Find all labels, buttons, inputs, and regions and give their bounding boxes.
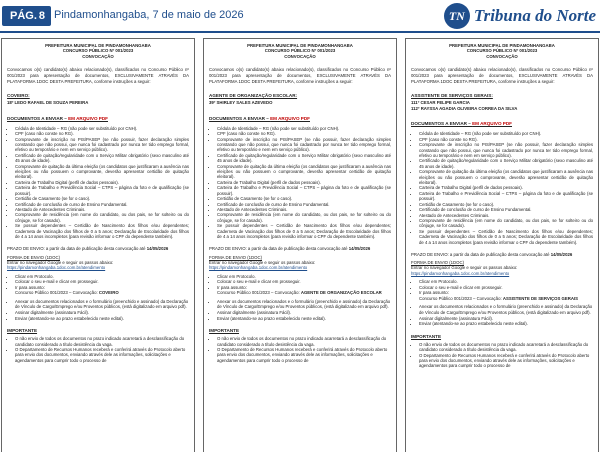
candidate-list	[7, 100, 189, 106]
brand-logo-icon: TN	[444, 3, 470, 29]
document-item-text: • Certidão de Casamento (se for o caso).	[217, 196, 293, 202]
document-item	[419, 218, 593, 229]
header-rule	[0, 31, 600, 33]
intro-text: Convocamos o(s) candidato(s) abaixo relacionado(s), classificados no Concurso Público nº 001/2023 para apresentação de documentos, EXCLUSIVAMENTE ATRAVÉS DA PLATAFORMA 1DOC DESTA PREFEITURA, conforme instruções a seguir:	[209, 67, 391, 85]
newspaper-brand	[444, 1, 596, 31]
important-item-text: • O não envio de todos os documentos no prazo indicado acarretará a desclassificação do candidato considerado a título desistência da vaga.	[15, 336, 185, 347]
step-text: • Ir para assunto:	[15, 284, 45, 290]
important-heading: IMPORTANTE	[7, 328, 38, 334]
document-item-text: • Atestado de Antecedentes Criminais.	[15, 206, 86, 212]
important-item	[217, 347, 391, 363]
candidate-name: 111º CESAR FELIPE GARCIA	[411, 100, 470, 106]
submission-heading: FORMA DE ENVIO (1DOC)	[209, 254, 262, 260]
step-text: • Enviar (atentando-se ao prazo estabelecido neste edital).	[15, 315, 124, 321]
document-item-text: • Certificado de conclusão de curso de Ensino Fundamental.	[419, 207, 532, 213]
document-item	[217, 223, 391, 239]
step-subject	[7, 290, 189, 295]
step-text: • Assinar digitalmente (assinatura Fácil).	[15, 309, 90, 315]
step-subject-role: AGENTE DE ORGANIZAÇÃO ESCOLAR	[300, 290, 382, 296]
step-text: • Clicar em Protocolo.	[217, 273, 256, 279]
header-date: Pindamonhangaba, 7 de maio de 2026	[54, 9, 244, 21]
submission-steps-cont	[7, 299, 189, 321]
document-item-text: • Comprovante de inscrição no PIS/PASEP (se não possuir, fazer declaração simples constando que não possui, que nunca foi cadastrado por nunca ter tido emprego formal, efetivo ou temporário e nem em serviço público).	[217, 136, 391, 153]
deadline-date: 14/05/2026	[146, 246, 169, 252]
submission-link[interactable]: https://pindamonhangaba.1doc.com.br/atendimento	[411, 270, 510, 276]
title-line: CONVOCAÇÃO	[82, 53, 114, 59]
important-item-text: • O não envio de todos os documentos no prazo indicado acarretará a desclassificação do candidato considerado a título desistência da vaga.	[419, 341, 589, 353]
documents-heading-format: EM ARQUIVO PDF	[68, 115, 108, 121]
step-text: • Assinar digitalmente (assinatura Fácil).	[419, 315, 494, 321]
documents-heading-text: DOCUMENTOS A ENVIAR –	[411, 121, 473, 127]
document-item	[15, 137, 189, 153]
documents-heading	[7, 116, 189, 121]
submission-steps	[7, 274, 189, 291]
title-line: PREFEITURA MUNICIPAL DE PINDAMONHANGABA	[449, 43, 555, 48]
document-item-text: • Certidão de Casamento (se for o caso).	[419, 201, 495, 207]
important-item-text: • O não envio de todos os documentos no prazo indicado acarretará a desclassificação do candidato considerado a título desistência da vaga.	[217, 336, 387, 347]
step-item	[15, 316, 189, 322]
document-item-text: • Atestado de Antecedentes Criminais.	[419, 212, 490, 218]
important-item	[419, 353, 593, 369]
step-text: • Clicar em Protocolo.	[15, 273, 54, 279]
title-line: CONVOCAÇÃO	[284, 53, 316, 59]
important-list	[209, 336, 391, 363]
document-item	[15, 164, 189, 180]
step-text: • Colocar o seu e-mail e clicar em prosseguir.	[15, 279, 99, 285]
important-heading: IMPORTANTE	[411, 333, 442, 339]
step-text: • Enviar (atentando-se ao prazo estabelecido neste edital).	[419, 321, 528, 327]
title-line: PREFEITURA MUNICIPAL DE PINDAMONHANGABA	[45, 43, 151, 48]
documents-heading-format: EM ARQUIVO PDF	[270, 115, 310, 121]
deadline-text	[411, 252, 593, 257]
document-item-text: • Atestado de Antecedentes Criminais.	[217, 206, 288, 212]
document-item-text: • Certidão de Casamento (se for o caso).	[15, 196, 91, 202]
step-text: • Anexar os documentos relacionados e o formulário (preenchido e assinado) da Declaração de Vínculo de Cargo/Emprego e/ou Proventos públicos, (está digitalizado em arquivo pdf).	[15, 298, 189, 310]
document-item	[217, 137, 391, 153]
step-item	[15, 299, 189, 310]
document-item-text: • Comprovante de residência (em nome do candidato, ou dos pais, se for solteiro ou do cônjuge, se for casado).	[15, 212, 189, 223]
deadline-prefix: PRAZO DE ENVIO: a partir da data de publicação desta convocação até	[411, 251, 551, 257]
document-item-text: • Comprovante de inscrição no PIS/PASEP (se não possuir, fazer declaração simples constando que não possui, que nunca foi cadastrado por nunca ter tido emprego formal, efetivo ou temporário e nem em serviço público).	[15, 136, 189, 153]
submission-steps	[411, 279, 593, 296]
document-item-text: • Carteira de Trabalho Digital (perfil de dados pessoais).	[419, 185, 523, 191]
document-item-text: • Se possuir dependentes – Certidão de Nascimento dos filhos e/ou dependentes; Caderneta de Vacinação dos filhos de 0 a 5 anos; Declaração de Escolaridade dos filhos de 4 a 14 anos incompletos (para revisão informar o CPF do dependente também).	[217, 223, 391, 239]
role-heading: AGENTE DE ORGANIZAÇÃO ESCOLAR:	[209, 93, 298, 99]
intro-text: Convocamos o(s) candidato(s) abaixo relacionado(s), classificados no Concurso Público nº 001/2023 para apresentação de documentos, EXCLUSIVAMENTE ATRAVÉS DA PLATAFORMA 1DOC DESTA PREFEITURA, conforme instruções a seguir:	[7, 67, 189, 85]
candidate-name: 112º RAYSSA AGADIA OLIVEIRA CORREA DA SILVA	[411, 105, 518, 111]
important-item	[217, 336, 391, 347]
step-text: • Colocar o seu e-mail e clicar em prosseguir.	[419, 284, 503, 290]
document-item	[15, 212, 189, 223]
documents-list	[411, 131, 593, 245]
step-subject-role: ASSISTENTE DE SERVIÇOS GERAIS	[502, 295, 578, 301]
submission-steps-cont	[209, 299, 391, 321]
candidate-list	[209, 100, 391, 106]
important-item	[15, 347, 189, 363]
deadline-date: 14/05/2026	[550, 251, 573, 257]
document-item	[15, 223, 189, 239]
submission-steps	[209, 274, 391, 291]
document-item-text: • Carteira de Trabalho Digital (perfil de dados pessoais).	[15, 179, 119, 185]
document-item-text: • Carteira de Trabalho Digital (perfil de dados pessoais).	[217, 179, 321, 185]
candidate-list	[411, 100, 593, 111]
document-item	[419, 169, 593, 185]
step-text: • Ir para assunto:	[217, 284, 247, 290]
document-item-text: • Certificado de quitação/regularidade com o Serviço Militar obrigatório (sexo masculino até 45 anos de idade).	[419, 158, 593, 169]
document-item-text: • Cédula de Identidade – RG (não pode ser substituído por CNH).	[15, 125, 138, 131]
document-item-text: • CPF (caso não conste no RG).	[419, 136, 478, 142]
document-item-text: • Se possuir dependentes – Certidão de Nascimento dos filhos e/ou dependentes; Caderneta de Vacinação dos filhos de 0 a 5 anos; Declaração de Escolaridade dos filhos de 4 a 14 anos incompletos (para revisão informar o CPF do dependente também).	[15, 223, 189, 239]
document-item	[419, 191, 593, 202]
step-subject	[209, 290, 391, 295]
step-subject-prefix: Concurso Público 001/2023 – Convocação:	[419, 295, 503, 301]
important-item-text: • O Departamento de Recursos Humanos receberá e conferirá através do Protocolo aberto para envio dos documentos, enviando através dele as informações, solicitações e agendamentos para cumprir todo o processo de	[419, 352, 590, 369]
important-list	[411, 342, 593, 369]
deadline-prefix: PRAZO DE ENVIO: a partir da data de publicação desta convocação até	[209, 246, 349, 252]
page-header	[0, 0, 600, 34]
important-item-text: • O Departamento de Recursos Humanos receberá e conferirá através do Protocolo aberto para envio dos documentos, enviando através dele as informações, solicitações e agendamentos para cumprir todo o processo de	[15, 346, 186, 363]
document-item	[15, 153, 189, 164]
documents-list	[209, 126, 391, 240]
title-line: CONVOCAÇÃO	[486, 53, 518, 59]
document-item-text: • Comprovante de quitação da última eleição (os candidatos que justificaram a ausência nas eleições ou não possuem o comprovante, deverão apresentar certidão de quitação eleitoral).	[15, 163, 189, 180]
notice-title	[209, 43, 391, 59]
notice-title	[7, 43, 189, 59]
important-item-text: • O Departamento de Recursos Humanos receberá e conferirá através do Protocolo aberto para envio dos documentos, enviando através dele as informações, solicitações e agendamentos para cumprir todo o processo de	[217, 346, 388, 363]
candidate-name: 39º SHIRLEY SALES AZEVEDO	[209, 100, 273, 106]
document-item	[217, 153, 391, 164]
document-item	[15, 185, 189, 196]
step-text: • Anexar os documentos relacionados e o formulário (preenchido e assinado) da Declaração de Vínculo de Cargo/Emprego e/ou Proventos públicos, (está digitalizado em arquivo pdf).	[419, 304, 593, 315]
document-item-text: • Cédula de Identidade – RG (não pode ser substituído por CNH).	[217, 125, 340, 131]
document-item	[419, 229, 593, 245]
page-label: PÁG.	[10, 10, 37, 22]
step-item	[419, 321, 593, 327]
step-text: • Colocar o seu e-mail e clicar em prosseguir.	[217, 279, 301, 285]
document-item-text: • Certificado de quitação/regularidade com o Serviço Militar obrigatório (sexo masculino até 45 anos de idade).	[217, 152, 391, 164]
notice-title	[411, 43, 593, 59]
step-text: • Assinar digitalmente (assinatura Fácil).	[217, 309, 292, 315]
submission-instructions: Entrar no navegador Google e seguir os passos abaixo:	[411, 265, 518, 271]
title-line: CONCURSO PÚBLICO Nº 001/2023	[466, 48, 538, 54]
submission-link[interactable]: https://pindamonhangaba.1doc.com.br/atendimento	[209, 265, 308, 271]
documents-list	[7, 126, 189, 240]
documents-heading-format: EM ARQUIVO PDF	[472, 121, 512, 127]
role-heading: COVEIRO:	[7, 93, 30, 99]
document-item	[419, 142, 593, 158]
document-item	[217, 212, 391, 223]
document-item-text: • Cédula de Identidade – RG (não pode ser substituído por CNH).	[419, 131, 542, 137]
step-subject-prefix: Concurso Público 001/2023 – Convocação:	[217, 290, 301, 296]
step-text: • Clicar em Protocolo.	[419, 279, 458, 285]
title-line: CONCURSO PÚBLICO Nº 001/2023	[264, 48, 336, 54]
documents-heading	[411, 121, 593, 126]
title-line: CONCURSO PÚBLICO Nº 001/2023	[62, 48, 134, 54]
step-subject	[411, 296, 593, 301]
important-list	[7, 336, 189, 363]
step-subject-role: COVEIRO	[98, 290, 119, 296]
document-item-text: • Comprovante de residência (em nome do candidato, ou dos pais, se for solteiro ou do cônjuge, se for casado).	[419, 217, 593, 229]
page-number: 8	[38, 10, 46, 22]
document-item	[419, 158, 593, 169]
document-item-text: • Se possuir dependentes – Certidão de Nascimento dos filhos e/ou dependentes; Caderneta de Vacinação dos filhos de 0 a 5 anos; Declaração de Escolaridade dos filhos de 4 a 14 anos incompletos (para revisão informar o CPF do dependente também).	[419, 228, 593, 245]
step-item	[217, 316, 391, 322]
submission-heading: FORMA DE ENVIO (1DOC)	[7, 254, 60, 260]
intro-text: Convocamos o(s) candidato(s) abaixo relacionado(s), classificados no Concurso Público nº 001/2023 para apresentação de documentos, EXCLUSIVAMENTE ATRAVÉS DA PLATAFORMA 1DOC DESTA PREFEITURA, conforme instruções a seguir:	[411, 67, 593, 85]
step-text: • Enviar (atentando-se ao prazo estabelecido neste edital).	[217, 315, 326, 321]
document-item-text: • Carteira de Trabalho e Previdência Social – CTPS – página da foto e de qualificação (se possuir).	[15, 185, 189, 196]
submission-instructions: Entrar no navegador Google e seguir os passos abaixo:	[209, 259, 316, 265]
document-item-text: • Carteira de Trabalho e Previdência Social – CTPS – página da foto e de qualificação (se possuir).	[419, 190, 593, 202]
step-item	[217, 299, 391, 310]
document-item-text: • CPF (caso não conste no RG).	[217, 131, 276, 137]
submission-link[interactable]: https://pindamonhangaba.1doc.com.br/atendimento	[7, 265, 106, 271]
document-item-text: • Certificado de conclusão de curso de Ensino Fundamental.	[217, 201, 330, 207]
step-text: • Anexar os documentos relacionados e o formulário (preenchido e assinado) da Declaração de Vínculo de Cargo/Emprego e/ou Proventos públicos, (está digitalizado em arquivo pdf).	[217, 298, 391, 310]
page-badge	[2, 6, 51, 26]
documents-heading	[209, 116, 391, 121]
deadline-text	[7, 246, 189, 251]
document-item-text: • CPF (caso não conste no RG).	[15, 131, 74, 137]
notice-column-3	[405, 38, 599, 452]
document-item-text: • Comprovante de inscrição no PIS/PASEP (se não possuir, fazer declaração simples constando que não possui, que nunca foi cadastrado por nunca ter tido emprego formal, efetivo ou temporário e nem em serviço público).	[419, 142, 593, 159]
deadline-text	[209, 246, 391, 251]
step-subject-prefix: Concurso Público 001/2023 – Convocação:	[15, 290, 99, 296]
important-item	[419, 342, 593, 353]
submission-heading: FORMA DE ENVIO (1DOC)	[411, 260, 464, 266]
important-heading: IMPORTANTE	[209, 328, 240, 334]
notice-column-1	[1, 38, 195, 452]
step-item	[419, 304, 593, 315]
document-item-text: • Certificado de conclusão de curso de Ensino Fundamental.	[15, 201, 128, 207]
candidate-name: 18º LEDO RAFAEL DE SOUZA PEREIRA	[7, 100, 89, 106]
submission-instructions: Entrar no navegador Google e seguir os passos abaixo:	[7, 259, 114, 265]
important-item	[15, 336, 189, 347]
document-item-text: • Comprovante de residência (em nome do candidato, ou dos pais, se for solteiro ou do cônjuge, se for casado).	[217, 212, 391, 223]
submission-steps-cont	[411, 304, 593, 326]
document-item-text: • Carteira de Trabalho e Previdência Social – CTPS – página da foto e de qualificação (se possuir).	[217, 185, 391, 196]
document-item-text: • Certificado de quitação/regularidade com o Serviço Militar obrigatório (sexo masculino até 45 anos de idade).	[15, 152, 189, 164]
documents-heading-text: DOCUMENTOS A ENVIAR –	[209, 115, 271, 121]
deadline-date: 14/05/2026	[348, 246, 371, 252]
document-item	[217, 185, 391, 196]
document-item-text: • Comprovante de quitação da última eleição (os candidatos que justificaram a ausência nas eleições ou não possuem o comprovante, deverão apresentar certidão de quitação eleitoral).	[419, 169, 593, 186]
document-item-text: • Comprovante de quitação da última eleição (os candidatos que justificaram a ausência nas eleições ou não possuem o comprovante, deverão apresentar certidão de quitação eleitoral).	[217, 163, 391, 180]
step-text: • Ir para assunto:	[419, 290, 449, 296]
brand-name: Tribuna do Norte	[473, 6, 596, 25]
deadline-prefix: PRAZO DE ENVIO: a partir da data de publicação desta convocação até	[7, 246, 147, 252]
title-line: PREFEITURA MUNICIPAL DE PINDAMONHANGABA	[247, 43, 353, 48]
document-item	[217, 164, 391, 180]
role-heading: ASSISTENTE DE SERVIÇOS GERAIS:	[411, 93, 493, 99]
notice-column-2	[203, 38, 397, 452]
documents-heading-text: DOCUMENTOS A ENVIAR –	[7, 115, 69, 121]
